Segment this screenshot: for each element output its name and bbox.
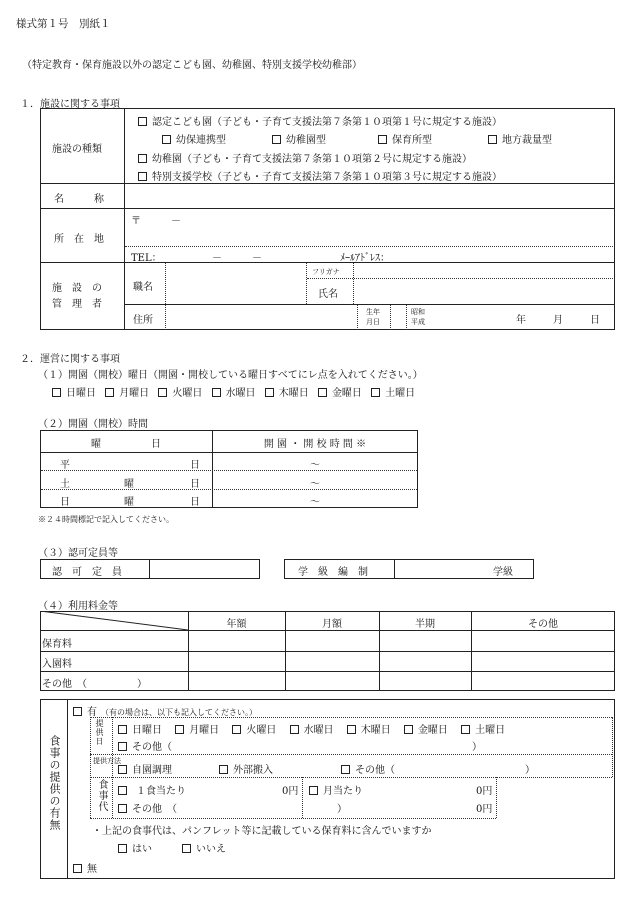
method-jien[interactable]: 自園調理 bbox=[118, 761, 172, 776]
hours-note: ※２４時間標記で記入してください。 bbox=[38, 515, 174, 524]
manager-label: 施 設 の 管 理 者 bbox=[52, 283, 102, 310]
method-label: 提供方法 bbox=[93, 757, 121, 765]
checkbox-icon bbox=[118, 742, 127, 751]
meal-tuesday[interactable]: 火曜日 bbox=[232, 725, 276, 736]
checkbox-icon bbox=[347, 725, 356, 734]
checkbox-icon bbox=[309, 786, 318, 795]
checkbox-icon bbox=[158, 388, 167, 397]
class-unit: 学級 bbox=[493, 567, 513, 578]
open-wednesday[interactable]: 水曜日 bbox=[212, 388, 256, 399]
checkbox-icon bbox=[404, 725, 413, 734]
suboption-hoikusho[interactable]: 保育所型 bbox=[378, 131, 432, 146]
checkbox-icon bbox=[232, 725, 241, 734]
meal-yes-option[interactable]: 有 （有の場合は、以下も記入してください。） bbox=[73, 703, 257, 718]
diagonal-line bbox=[40, 611, 188, 630]
capacity-title: （３）認可定員等 bbox=[38, 548, 118, 559]
cost-per-month-value: 0円 bbox=[476, 786, 493, 797]
checkbox-icon bbox=[265, 388, 274, 397]
checkbox-icon bbox=[52, 388, 61, 397]
checkbox-icon bbox=[212, 388, 221, 397]
open-days-title: （１）開園（開校）曜日（開園・開校している曜日すべてにレ点を入れてください。） bbox=[38, 370, 423, 381]
month-label: 月 bbox=[553, 315, 563, 326]
class-label: 学 級 編 制 bbox=[298, 567, 368, 578]
hours-col-time: 開 園 ・ 開 校 時 間 ※ bbox=[263, 439, 367, 450]
era-options[interactable]: 昭和 平成 bbox=[411, 308, 425, 326]
hours-row-sun-b: 曜 bbox=[124, 497, 134, 508]
checkbox-icon bbox=[118, 786, 127, 795]
type-option-tokubetsu[interactable]: 特別支援学校（子ども・子育て支援法第７条第１０項第３号に規定する施設） bbox=[138, 168, 502, 183]
open-tuesday[interactable]: 火曜日 bbox=[158, 388, 202, 399]
checkbox-icon bbox=[219, 765, 228, 774]
checkbox-icon bbox=[341, 765, 350, 774]
meal-saturday[interactable]: 土曜日 bbox=[461, 725, 505, 736]
suboption-chiho[interactable]: 地方裁量型 bbox=[488, 131, 552, 146]
checkbox-icon bbox=[118, 725, 127, 734]
open-monday[interactable]: 月曜日 bbox=[105, 388, 149, 399]
meal-days-row bbox=[118, 721, 505, 736]
hours-col-day: 曜 日 bbox=[91, 439, 161, 450]
hours-title: （２）開園（開校）時間 bbox=[38, 419, 148, 430]
checkbox-icon bbox=[461, 725, 470, 734]
fees-row-hoikuryo: 保育料 bbox=[42, 639, 72, 650]
facility-name-field[interactable] bbox=[130, 190, 610, 204]
hours-saturday-field[interactable]: ～ bbox=[310, 479, 320, 490]
suboption-yoho[interactable]: 幼保連携型 bbox=[162, 131, 226, 146]
answer-no[interactable]: いいえ bbox=[182, 840, 226, 855]
cost-per-meal-value: 0円 bbox=[282, 786, 299, 797]
checkbox-icon bbox=[118, 765, 127, 774]
hours-weekday-field[interactable]: ～ bbox=[310, 460, 320, 471]
meal-monday[interactable]: 月曜日 bbox=[175, 725, 219, 736]
address-label: 所 在 地 bbox=[54, 234, 104, 245]
cost-other-value: 0円 bbox=[476, 804, 493, 815]
meal-none-option[interactable]: 無 bbox=[73, 860, 97, 875]
checkbox-icon bbox=[73, 707, 82, 716]
post-title-label: 職名 bbox=[133, 282, 153, 293]
section1-title: １．施設に関する事項 bbox=[20, 99, 120, 110]
checkbox-icon bbox=[138, 154, 147, 163]
suboption-yochien[interactable]: 幼稚園型 bbox=[272, 131, 326, 146]
checkbox-icon bbox=[73, 864, 82, 873]
capacity-label: 認 可 定 員 bbox=[52, 567, 122, 578]
checkbox-icon bbox=[378, 135, 387, 144]
checkbox-icon bbox=[162, 135, 171, 144]
fees-col-other: その他 bbox=[528, 619, 558, 630]
cost-other[interactable]: その他 （ ） bbox=[118, 800, 347, 815]
capacity-field[interactable] bbox=[152, 562, 256, 576]
checkbox-icon bbox=[272, 135, 281, 144]
meal-friday[interactable]: 金曜日 bbox=[404, 725, 448, 736]
answer-yes[interactable]: はい bbox=[118, 840, 152, 855]
checkbox-icon bbox=[175, 725, 184, 734]
hours-row-sun-c: 日 bbox=[190, 497, 200, 508]
checkbox-icon bbox=[182, 844, 191, 853]
type-option-kodomoen[interactable]: 認定こども園（子ども・子育て支援法第７条第１０項第１号に規定する施設） bbox=[138, 113, 502, 128]
fees-col-year: 年額 bbox=[226, 619, 247, 630]
checkbox-icon bbox=[105, 388, 114, 397]
checkbox-icon bbox=[118, 804, 127, 813]
hours-sunday-field[interactable]: ～ bbox=[310, 497, 320, 508]
method-gaibu[interactable]: 外部搬入 bbox=[219, 761, 273, 776]
open-friday[interactable]: 金曜日 bbox=[318, 388, 362, 399]
mail-label: ﾒｰﾙｱﾄﾞﾚｽ： bbox=[340, 253, 390, 264]
facility-type-label: 施設の種類 bbox=[52, 144, 102, 155]
meal-thursday[interactable]: 木曜日 bbox=[347, 725, 391, 736]
hours-row-sat-a: 土 bbox=[60, 479, 70, 490]
furigana-label: フリガナ bbox=[312, 268, 340, 276]
form-subtitle: （特定教育・保育施設以外の認定こども園、幼稚園、特別支援学校幼稚部） bbox=[22, 60, 362, 71]
days-label: 提供日 bbox=[95, 719, 104, 746]
fees-row-nyuenryo: 入園料 bbox=[42, 659, 72, 670]
meal-side-label: 食事の提供の有無 bbox=[48, 735, 61, 831]
tel-label: TEL： bbox=[131, 253, 162, 264]
home-address-label: 住所 bbox=[133, 315, 153, 326]
open-saturday[interactable]: 土曜日 bbox=[371, 388, 415, 399]
cost-label: 食事代 bbox=[96, 779, 107, 812]
postal-code-field[interactable]: 〒 － bbox=[131, 216, 181, 227]
open-sunday[interactable]: 日曜日 bbox=[52, 388, 96, 399]
section2-title: ２．運営に関する事項 bbox=[20, 354, 120, 365]
meal-days-other[interactable]: その他（ ） bbox=[118, 738, 482, 753]
meal-sunday[interactable]: 日曜日 bbox=[118, 725, 162, 736]
form-number: 様式第１号 別紙１ bbox=[16, 18, 111, 30]
fees-title: （４）利用料金等 bbox=[38, 601, 118, 612]
open-days-row bbox=[52, 384, 415, 399]
year-label: 年 bbox=[516, 315, 526, 326]
checkbox-icon bbox=[371, 388, 380, 397]
birthdate-label: 生年 月日 bbox=[366, 308, 380, 326]
fees-col-half: 半期 bbox=[415, 619, 435, 630]
hours-row-sat-b: 曜 bbox=[124, 479, 134, 490]
checkbox-icon bbox=[290, 725, 299, 734]
facility-name-label: 名 称 bbox=[54, 194, 104, 205]
day-label: 日 bbox=[590, 315, 600, 326]
hours-row-sat-c: 日 bbox=[190, 479, 200, 490]
method-other[interactable]: その他（ ） bbox=[341, 761, 535, 776]
hours-row-weekday-c: 日 bbox=[190, 460, 200, 471]
checkbox-icon bbox=[318, 388, 327, 397]
type-option-yochien[interactable]: 幼稚園（子ども・子育て支援法第７条第１０項第２号に規定する施設） bbox=[138, 150, 472, 165]
cost-per-meal[interactable]: １食当たり bbox=[118, 782, 186, 797]
checkbox-icon bbox=[488, 135, 497, 144]
fees-col-month: 月額 bbox=[322, 619, 342, 630]
person-name-label: 氏名 bbox=[318, 289, 338, 300]
meal-included-question: ・上記の食事代は、パンフレット等に記載している保育料に含んでいますか bbox=[92, 826, 432, 837]
checkbox-icon bbox=[138, 117, 147, 126]
open-thursday[interactable]: 木曜日 bbox=[265, 388, 309, 399]
tel-field[interactable]: － － bbox=[212, 253, 262, 264]
meal-wednesday[interactable]: 水曜日 bbox=[290, 725, 334, 736]
hours-row-weekday-a: 平 bbox=[60, 460, 70, 471]
cost-per-month[interactable]: 月当たり bbox=[309, 782, 363, 797]
hours-row-sun-a: 日 bbox=[60, 497, 70, 508]
checkbox-icon bbox=[138, 172, 147, 181]
fees-row-other: その他 （ ） bbox=[42, 679, 147, 690]
checkbox-icon bbox=[118, 844, 127, 853]
